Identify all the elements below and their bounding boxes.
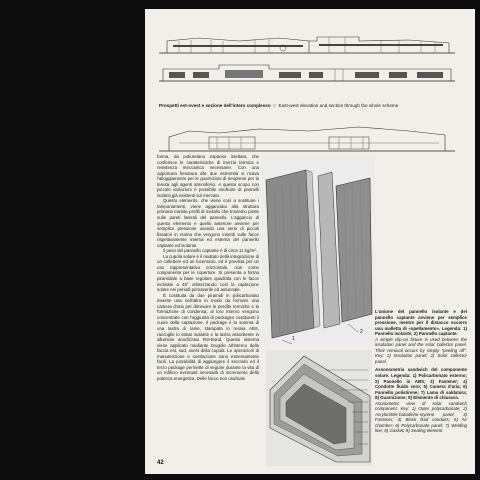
- legend-paragraph: L'unione del pannello isolante e del pannello captante avviene per semplice pressione, mentre per il distacco occorre una malletta di «spellamento». Legenda: 1) Pannello isolante; 2) Pannello captante.: [375, 309, 467, 337]
- panel-illustration: [262, 156, 375, 346]
- paragraph: Questo elemento, che viene così a sostituire i tamponamenti, viene agganciato alla struttura primaria tramite profili di metallo che troviamo poste sulle pareti laterali del pannello. L'aggancio di questo elemento e quello anteriore avviene per semplice pressione usando una serie di piccoli fissatori in resina che vengono inseriti sulle facce rispettivamente interna ed esterna del pannello captante ed isolante.: [157, 198, 259, 248]
- magazine-page: [145, 9, 475, 474]
- panel-photo: [262, 156, 375, 346]
- sandwich-component-drawing: [266, 350, 372, 466]
- caption-separator: □: [271, 103, 278, 108]
- figure-caption: [159, 103, 459, 109]
- legend-paragraph: Axonometric view of solar sandwich component. Key: 1) Outer polycarbonate; 2) Acrylonitrile-butadiene-styrene panel; 3) Fastener; 4) Black fluid conduits; 5) Air chamber; 6) Polycarbonate panel; 7) Welding line; 8) Gasket; 9) Sealing element: [375, 400, 467, 434]
- figure-label-1: 1: [292, 336, 295, 342]
- paragraph: La cupola solare è il risultato della integrazione di un collettore ed un lucernario, ed è prevista per un uso rappresentativo orizzontale, cioè come componente per le coperture. Si presenta a forma piramidale a base regolare quadrata con le facce inclinate a 45° ottimizzando così la captazione solare nei periodi primaverile ed autunnale.: [157, 253, 259, 293]
- figure-legend-column: [375, 309, 467, 464]
- legend-paragraph: A simple clip-on fixture is used between the insulation panel and the solar collector panel. Their removal occurs by simply "peeling off". Key: 1) Insulation panel; 2) Solar collector panel.: [375, 336, 467, 364]
- page-number: 42: [157, 460, 164, 466]
- caption-italian: Prospetti est-ovest e sezione dell'intero complesso: [159, 103, 271, 108]
- figure-label-2: 2: [360, 329, 363, 335]
- legend-paragraph: Assonometria sandwich del componente solare. Legenda: 1) Policarbonato esterno; 2) Pannello in ABS; 3) Fastener; 4) Condotte fluido vero; 5) Camera d'aria; 6) Pannello polistirene; 7) Lama di saldatura; 8) Guarnizione; 9) Elemento di chiusura.: [375, 367, 467, 401]
- axonometric-diagram: [266, 350, 372, 466]
- article-text-column: [157, 154, 259, 464]
- paragraph: È costituita da due piramidi in policarbonato inserite una nell'altra in modo da formare una camera d'aria per diminuire le perdite termiche e la formazione di condensa; al loro interno vengono concentrate con l'aggiunta di packages costituenti il cuore della captazione. Il package è la somma di una lastra di rame, stampata in resina ABS, raccoglie lo strato isolante e la lastra assorbente in alluminio anodizzato Rol-Bond. Questo sistema viene applicato mediante brugole all'interno della faccia est, sud, ovest della cupola. Le operazioni di manutenzione e sostituzione sono estremamente facili. La possibilità di aggiungere il secondo ed il terzo package permette di seguire durante la vita di un edificio eventuali necessità di incremento della potenza energetica. Delle facce non usufruite: [157, 292, 259, 381]
- elevation-drawing-2: [159, 61, 455, 83]
- paragraph: Il peso del pannello captante è di circa 11 kg/m².: [163, 248, 257, 254]
- elevation-drawing-1: [159, 31, 455, 55]
- section-drawing: [159, 119, 455, 153]
- caption-english: East-west elevation and section through the whole scheme: [278, 103, 399, 108]
- paragraph: forma, da poliuretano espanso iniettato, che conferisce le caratteristiche di inerzia termica e resistenza meccanica necessarie. Con una opportuna fresatura alle due estremità si ricava l'alloggiamento per le guarnizioni di neoprene per la tenuta agli agenti atmosferici. A questo scopo con piccole variazioni è possibile usufruire di pannelli isolanti già esistenti sul mercato.: [157, 154, 259, 198]
